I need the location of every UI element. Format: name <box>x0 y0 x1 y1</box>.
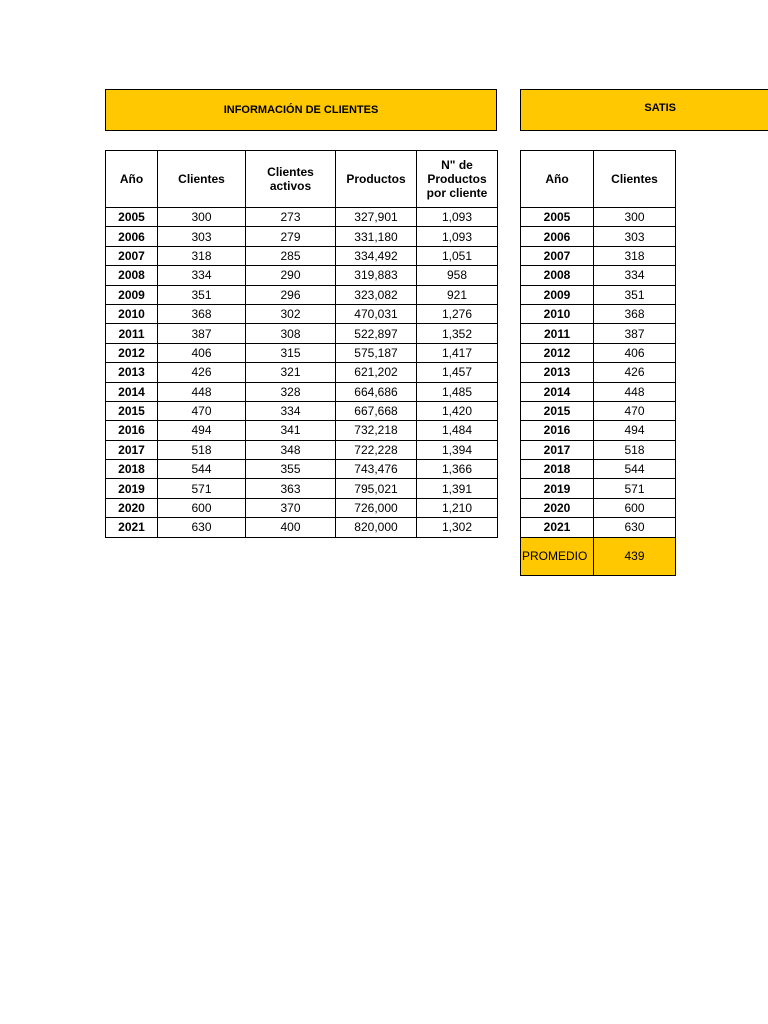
table-row <box>106 208 498 227</box>
products-per-client-cell: 1,485 <box>417 382 498 401</box>
year-cell: 2012 <box>106 343 158 362</box>
table-row <box>521 246 676 265</box>
active-clients-cell: 328 <box>246 382 336 401</box>
table-row <box>106 266 498 285</box>
clients-cell: 448 <box>594 382 676 401</box>
products-per-client-cell: 1,093 <box>417 227 498 246</box>
year-cell: 2013 <box>521 363 594 382</box>
products-cell: 319,883 <box>336 266 417 285</box>
year-cell: 2015 <box>521 401 594 420</box>
table-row <box>106 324 498 343</box>
year-cell: 2016 <box>106 421 158 440</box>
clients-cell: 600 <box>158 498 246 517</box>
products-per-client-cell: 1,366 <box>417 460 498 479</box>
products-per-client-cell: 1,394 <box>417 440 498 459</box>
year-cell: 2020 <box>106 498 158 517</box>
year-cell: 2018 <box>521 460 594 479</box>
table-row <box>106 363 498 382</box>
clients-cell: 303 <box>158 227 246 246</box>
active-clients-cell: 334 <box>246 401 336 420</box>
satisfaction-table-header-row <box>521 151 676 208</box>
active-clients-cell: 400 <box>246 518 336 537</box>
products-per-client-cell: 1,420 <box>417 401 498 420</box>
active-clients-cell: 363 <box>246 479 336 498</box>
products-cell: 575,187 <box>336 343 417 362</box>
year-cell: 2019 <box>521 479 594 498</box>
year-cell: 2008 <box>106 266 158 285</box>
clients-cell: 303 <box>594 227 676 246</box>
clients-cell: 334 <box>158 266 246 285</box>
products-per-client-cell: 1,276 <box>417 304 498 323</box>
average-label: PROMEDIO <box>521 537 594 575</box>
table-row <box>521 324 676 343</box>
clients-cell: 300 <box>594 208 676 227</box>
table-row <box>106 460 498 479</box>
table-row <box>106 285 498 304</box>
active-clients-cell: 355 <box>246 460 336 479</box>
table-row <box>106 401 498 420</box>
clients-cell: 368 <box>594 304 676 323</box>
table-row <box>106 343 498 362</box>
clientes-info-banner <box>105 89 497 131</box>
table-row <box>106 246 498 265</box>
table-row <box>106 440 498 459</box>
products-per-client-cell: 1,417 <box>417 343 498 362</box>
clientes-info-title: INFORMACIÓN DE CLIENTES <box>223 104 379 116</box>
clients-cell: 630 <box>594 518 676 537</box>
year-cell: 2011 <box>521 324 594 343</box>
products-per-client-cell: 958 <box>417 266 498 285</box>
year-cell: 2010 <box>106 304 158 323</box>
clients-cell: 600 <box>594 498 676 517</box>
products-cell: 470,031 <box>336 304 417 323</box>
table-row <box>521 518 676 537</box>
year-cell: 2006 <box>106 227 158 246</box>
products-per-client-cell: 1,051 <box>417 246 498 265</box>
table-row <box>521 208 676 227</box>
products-cell: 331,180 <box>336 227 417 246</box>
clients-cell: 518 <box>594 440 676 459</box>
clients-cell: 426 <box>158 363 246 382</box>
clients-cell: 494 <box>594 421 676 440</box>
active-clients-cell: 290 <box>246 266 336 285</box>
table-row <box>106 304 498 323</box>
active-clients-cell: 302 <box>246 304 336 323</box>
products-per-client-cell: 1,302 <box>417 518 498 537</box>
header-clients: Clientes <box>594 151 676 208</box>
products-per-client-cell: 921 <box>417 285 498 304</box>
table-row <box>106 479 498 498</box>
products-cell: 664,686 <box>336 382 417 401</box>
satisfaction-table <box>520 150 676 576</box>
table-row <box>106 382 498 401</box>
products-cell: 722,228 <box>336 440 417 459</box>
year-cell: 2017 <box>106 440 158 459</box>
year-cell: 2012 <box>521 343 594 362</box>
year-cell: 2010 <box>521 304 594 323</box>
active-clients-cell: 279 <box>246 227 336 246</box>
year-cell: 2021 <box>106 518 158 537</box>
header-year: Año <box>521 151 594 208</box>
active-clients-cell: 315 <box>246 343 336 362</box>
table-row <box>521 498 676 517</box>
products-per-client-cell: 1,093 <box>417 208 498 227</box>
table-row <box>106 421 498 440</box>
clients-cell: 387 <box>158 324 246 343</box>
clients-cell: 318 <box>594 246 676 265</box>
average-row <box>521 537 676 575</box>
header-active-clients: Clientes activos <box>246 151 336 208</box>
table-row <box>521 421 676 440</box>
clients-cell: 406 <box>594 343 676 362</box>
year-cell: 2009 <box>106 285 158 304</box>
clients-cell: 518 <box>158 440 246 459</box>
clientes-table <box>105 150 498 538</box>
products-cell: 820,000 <box>336 518 417 537</box>
active-clients-cell: 348 <box>246 440 336 459</box>
products-cell: 334,492 <box>336 246 417 265</box>
clients-cell: 571 <box>158 479 246 498</box>
products-cell: 522,897 <box>336 324 417 343</box>
table-row <box>521 401 676 420</box>
clients-cell: 470 <box>594 401 676 420</box>
clientes-table-header-row <box>106 151 498 208</box>
year-cell: 2011 <box>106 324 158 343</box>
satisfaction-banner-fill <box>676 90 768 130</box>
clients-cell: 630 <box>158 518 246 537</box>
table-row <box>106 518 498 537</box>
header-year: Año <box>106 151 158 208</box>
clients-cell: 387 <box>594 324 676 343</box>
year-cell: 2005 <box>106 208 158 227</box>
clients-cell: 448 <box>158 382 246 401</box>
year-cell: 2017 <box>521 440 594 459</box>
average-value: 439 <box>594 537 676 575</box>
products-cell: 323,082 <box>336 285 417 304</box>
products-per-client-cell: 1,457 <box>417 363 498 382</box>
table-row <box>106 498 498 517</box>
year-cell: 2005 <box>521 208 594 227</box>
year-cell: 2014 <box>106 382 158 401</box>
products-cell: 621,202 <box>336 363 417 382</box>
satisfaction-banner <box>520 89 768 131</box>
clients-cell: 470 <box>158 401 246 420</box>
year-cell: 2019 <box>106 479 158 498</box>
products-cell: 667,668 <box>336 401 417 420</box>
clients-cell: 351 <box>158 285 246 304</box>
products-cell: 726,000 <box>336 498 417 517</box>
products-per-client-cell: 1,391 <box>417 479 498 498</box>
table-row <box>521 440 676 459</box>
products-per-client-cell: 1,352 <box>417 324 498 343</box>
year-cell: 2014 <box>521 382 594 401</box>
clients-cell: 426 <box>594 363 676 382</box>
clients-cell: 571 <box>594 479 676 498</box>
table-row <box>521 227 676 246</box>
active-clients-cell: 370 <box>246 498 336 517</box>
year-cell: 2007 <box>521 246 594 265</box>
table-row <box>521 343 676 362</box>
clients-cell: 334 <box>594 266 676 285</box>
clients-cell: 544 <box>158 460 246 479</box>
clients-cell: 368 <box>158 304 246 323</box>
active-clients-cell: 308 <box>246 324 336 343</box>
year-cell: 2007 <box>106 246 158 265</box>
year-cell: 2008 <box>521 266 594 285</box>
active-clients-cell: 321 <box>246 363 336 382</box>
active-clients-cell: 285 <box>246 246 336 265</box>
header-clients: Clientes <box>158 151 246 208</box>
table-row <box>521 363 676 382</box>
products-per-client-cell: 1,210 <box>417 498 498 517</box>
products-cell: 327,901 <box>336 208 417 227</box>
year-cell: 2018 <box>106 460 158 479</box>
header-products-per-client: N" de Productos por cliente <box>417 151 498 208</box>
satisfaction-title: SATIS <box>644 102 676 114</box>
table-row <box>521 304 676 323</box>
year-cell: 2020 <box>521 498 594 517</box>
table-row <box>521 479 676 498</box>
header-products: Productos <box>336 151 417 208</box>
products-cell: 743,476 <box>336 460 417 479</box>
clients-cell: 300 <box>158 208 246 227</box>
active-clients-cell: 273 <box>246 208 336 227</box>
active-clients-cell: 341 <box>246 421 336 440</box>
year-cell: 2016 <box>521 421 594 440</box>
year-cell: 2015 <box>106 401 158 420</box>
active-clients-cell: 296 <box>246 285 336 304</box>
table-row <box>106 227 498 246</box>
clients-cell: 351 <box>594 285 676 304</box>
clients-cell: 406 <box>158 343 246 362</box>
clients-cell: 494 <box>158 421 246 440</box>
table-row <box>521 266 676 285</box>
clients-cell: 318 <box>158 246 246 265</box>
year-cell: 2009 <box>521 285 594 304</box>
year-cell: 2013 <box>106 363 158 382</box>
year-cell: 2006 <box>521 227 594 246</box>
table-row <box>521 460 676 479</box>
products-cell: 732,218 <box>336 421 417 440</box>
products-cell: 795,021 <box>336 479 417 498</box>
table-row <box>521 285 676 304</box>
products-per-client-cell: 1,484 <box>417 421 498 440</box>
table-row <box>521 382 676 401</box>
clients-cell: 544 <box>594 460 676 479</box>
year-cell: 2021 <box>521 518 594 537</box>
